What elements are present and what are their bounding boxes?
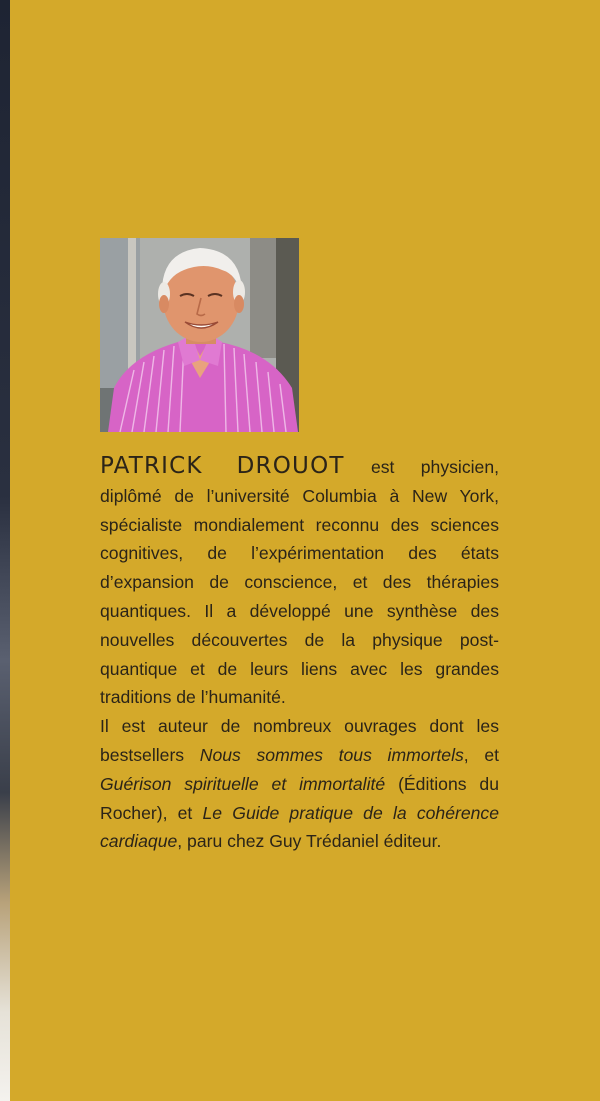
bio-paragraph-2-text-c: (Éditions du Rocher), et	[100, 773, 500, 823]
bio-paragraph-2-text-b: , et	[463, 744, 499, 765]
bio-paragraph-2-text-d: , paru chez Guy Trédaniel éditeur.	[177, 831, 442, 852]
bio-paragraph-2	[100, 712, 499, 856]
book-title-1: Nous sommes tous immortels	[199, 744, 464, 765]
book-title-3: Le Guide pratique de la cohérence cardiaque	[100, 802, 499, 852]
bio-paragraph-1	[100, 452, 499, 712]
author-name: PATRICK DROUOT	[100, 453, 345, 479]
bio-paragraph-1-text: est physicien, diplômé de l’université Columbia à New York, spécialiste mondialement reconnu des sciences cognitives, de l’expérimentation des états d’expansion de conscience, et des thérapies quantiques. Il a développé une synthèse des nouvelles découvertes de la physique post-quantique et de leurs liens avec les grandes traditions de l’humanité.	[100, 457, 499, 708]
author-photo	[100, 238, 299, 432]
book-title-2: Guérison spirituelle et immortalité	[100, 773, 386, 794]
book-spine-edge	[0, 0, 10, 1101]
bio-paragraph-2-text-a: Il est auteur de nombreux ouvrages dont les bestsellers	[100, 716, 499, 765]
author-biography	[100, 452, 499, 856]
